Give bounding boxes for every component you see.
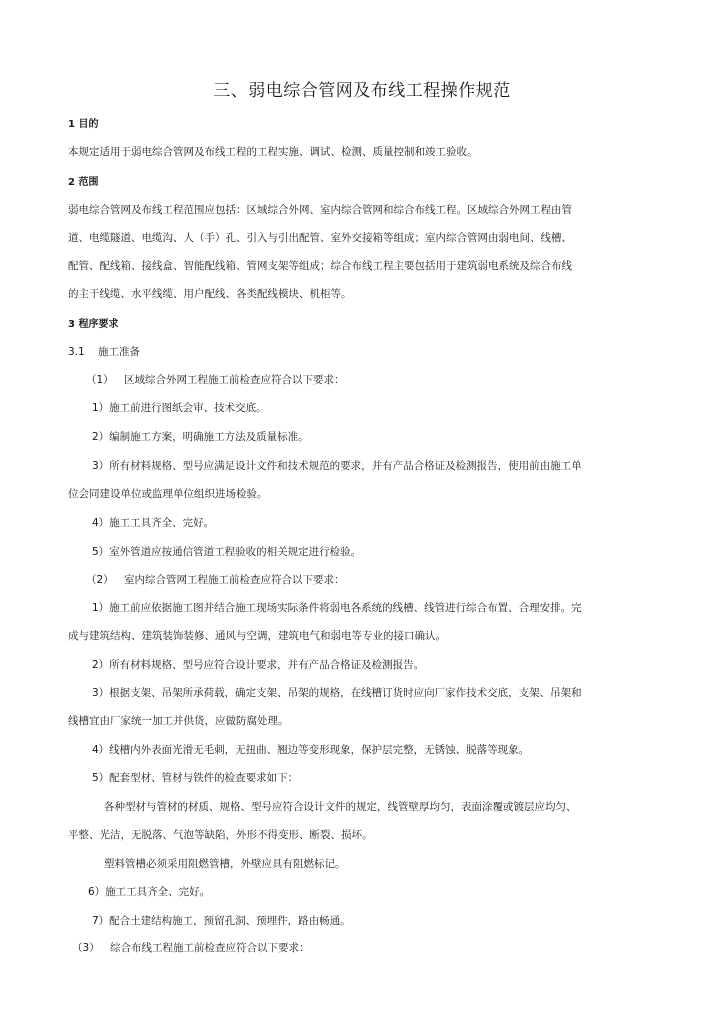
list-item: 6）施工工具齐全、完好。 <box>88 886 211 898</box>
list-item: 5）室外管道应按通信管道工程验收的相关规定进行检验。 <box>92 546 362 558</box>
paragraph-line: 成与建筑结构、建筑装饰装修、通风与空调，建筑电气和弱电等专业的接口确认。 <box>68 630 446 642</box>
list-item: 1）施工前进行图纸会审、技术交底。 <box>92 402 267 414</box>
item-heading <box>86 373 686 387</box>
list-item: 3）根据支架、吊架所承荷载，确定支架、吊架的规格，在线槽订货时应向厂家作技术交底，支架、吊架和 <box>92 687 582 699</box>
section-heading-purpose: 1 目的 <box>68 119 99 130</box>
list-item: 7）配合土建结构施工，预留孔洞、预埋件，路由畅通。 <box>92 915 351 927</box>
section-heading-scope: 2 范围 <box>68 177 99 188</box>
paragraph-line: 各种型材与管材的材质、规格、型号应符合设计文件的规定，线管壁厚均匀，表面涂覆或镀层应均匀、 <box>104 801 577 813</box>
item-number: （1） <box>86 374 114 386</box>
item-heading <box>86 573 686 587</box>
subsection-title: 施工准备 <box>98 346 140 358</box>
list-item: 2）所有材料规格、型号应符合设计要求，并有产品合格证及检测报告。 <box>92 659 425 671</box>
paragraph-line: 弱电综合管网及布线工程范围应包括：区域综合外网、室内综合管网和综合布线工程。区域综合外网工程由管 <box>68 204 572 216</box>
item-heading <box>72 941 672 955</box>
list-item: 1）施工前应依据施工图并结合施工现场实际条件将弱电各系统的线槽、线管进行综合布置、合理安排。完 <box>92 602 582 614</box>
item-title: 区域综合外网工程施工前检查应符合以下要求： <box>124 374 345 386</box>
item-number: （3） <box>72 942 100 954</box>
paragraph-line: 线槽宜由厂家统一加工并供货，应做防腐处理。 <box>68 715 289 727</box>
list-item: 4）施工工具齐全、完好。 <box>92 517 215 529</box>
paragraph-line: 配管、配线箱、接线盒、智能配线箱、管网支架等组成；综合布线工程主要包括用于建筑弱电系统及综合布线 <box>68 260 572 272</box>
paragraph-line: 的主干线缆、水平线缆、用户配线、各类配线模块、机柜等。 <box>68 288 352 300</box>
item-title: 室内综合管网工程施工前检查应符合以下要求： <box>124 574 345 586</box>
list-item: 3）所有材料规格、型号应满足设计文件和技术规范的要求，并有产品合格证及检测报告，使用前由施工单 <box>92 460 582 472</box>
paragraph-line: 平整、光洁，无脱落、气泡等缺陷，外形不得变形、断裂、损坏。 <box>68 829 373 841</box>
paragraph-line: 道、电缆隧道、电缆沟、人（手）孔、引入与引出配管、室外交接箱等组成；室内综合管网由弱电间、线槽、 <box>68 232 572 244</box>
subsection-heading <box>68 345 668 359</box>
page-title: 三、弱电综合管网及布线工程操作规范 <box>213 81 511 101</box>
paragraph-line: 位会同建设单位或监理单位组织进场检验。 <box>68 488 268 500</box>
item-number: （2） <box>86 574 114 586</box>
paragraph-line: 本规定适用于弱电综合管网及布线工程的工程实施、调试、检测、质量控制和竣工验收。 <box>68 146 478 158</box>
list-item: 5）配套型材、管材与铁件的检查要求如下： <box>92 772 299 784</box>
list-item: 2）编制施工方案，明确施工方法及质量标准。 <box>92 431 309 443</box>
paragraph-line: 塑料管槽必须采用阻燃管槽，外壁应具有阻燃标记。 <box>104 858 346 870</box>
section-heading-procedure: 3 程序要求 <box>68 319 119 330</box>
list-item: 4）线槽内外表面光滑无毛刺，无扭曲、翘边等变形现象，保护层完整，无锈蚀、脱落等现象。 <box>92 744 530 756</box>
item-title: 综合布线工程施工前检查应符合以下要求： <box>110 942 310 954</box>
subsection-number: 3.1 <box>68 346 85 358</box>
